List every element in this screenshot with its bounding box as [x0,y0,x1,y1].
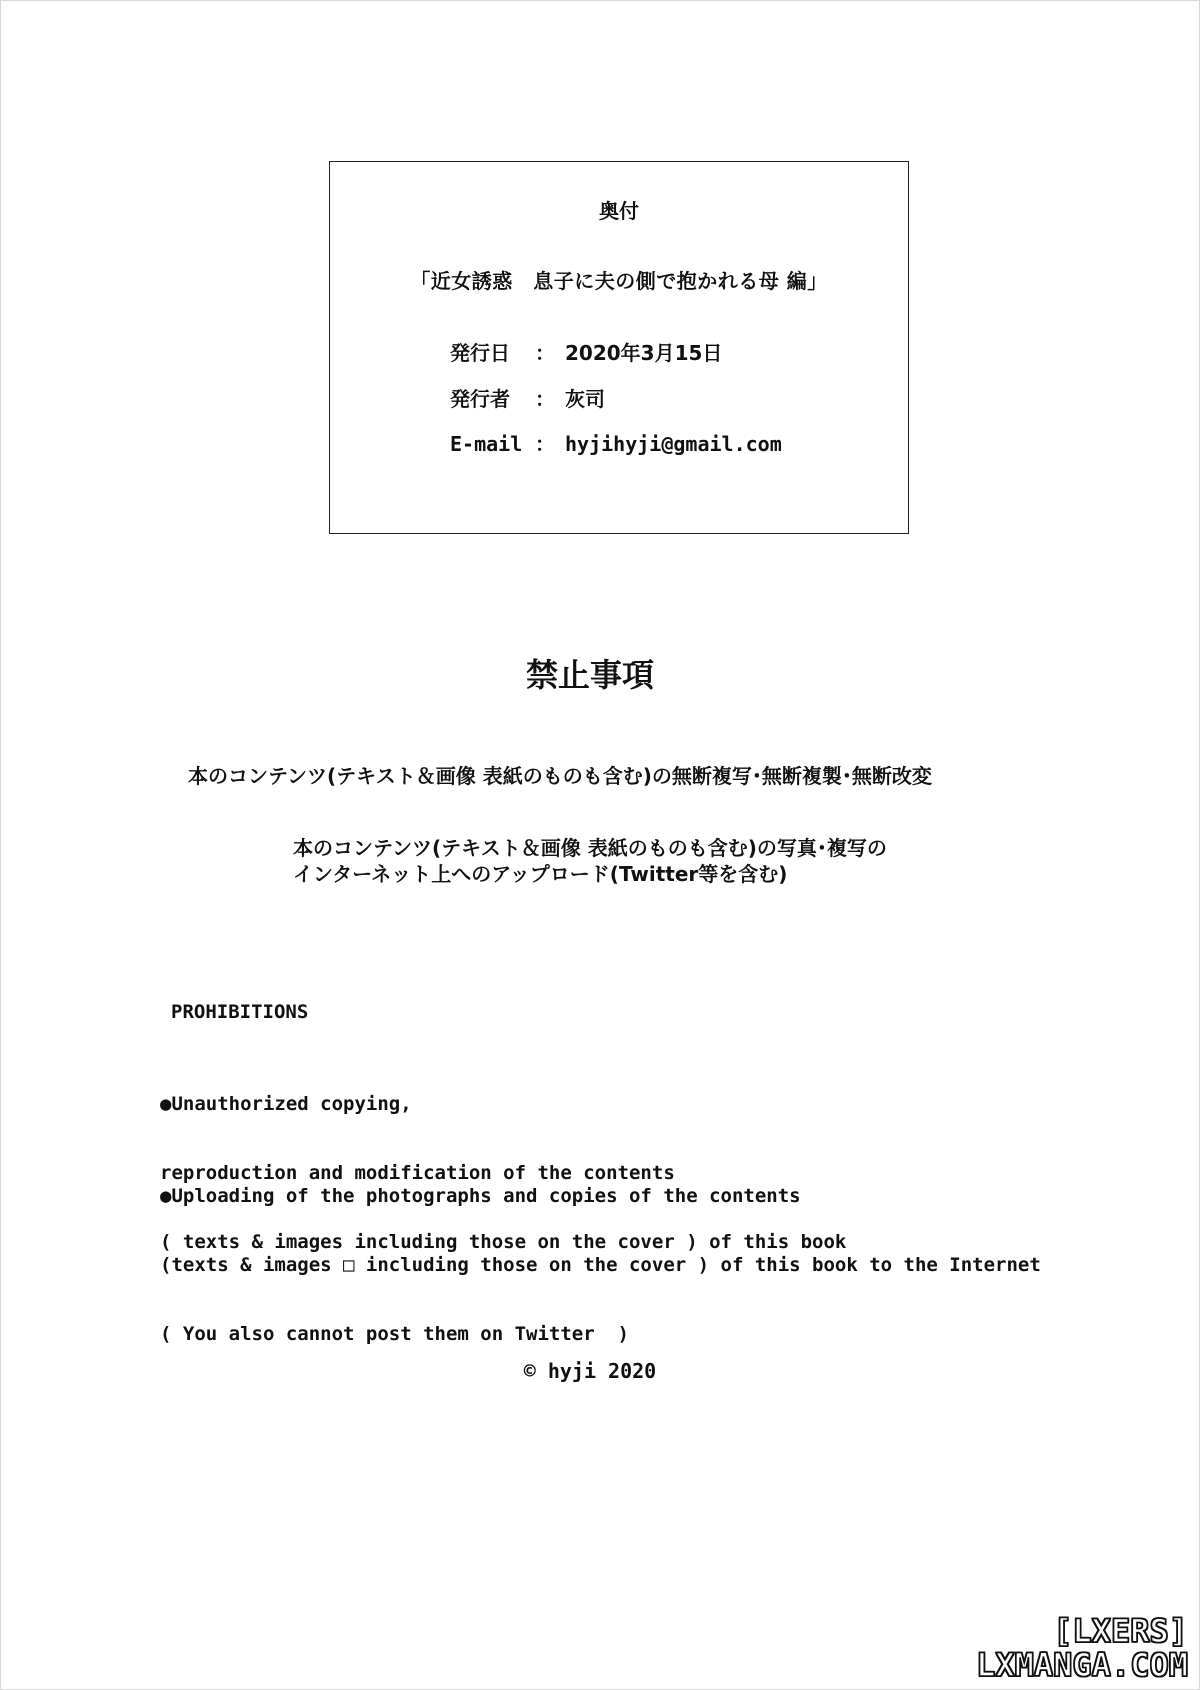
watermark-line1: [LXERS] [1053,1612,1188,1650]
site-watermark [976,1614,1188,1682]
colophon-box [329,161,909,534]
prohibition-rule-en-2-line: ( You also cannot post them on Twitter ) [160,1323,629,1345]
email-label: E-mail [450,432,523,456]
publisher-row [450,383,605,412]
colon: ： [535,341,555,365]
colophon-heading: 奥付 [599,199,639,223]
prohibitions-heading-en: PROHIBITIONS [171,1001,309,1023]
copyright-notice: © hyji 2020 [523,1359,657,1383]
publication-date-label: 発行日 [450,341,510,365]
prohibition-rule-en-2-line: (texts & images □ including those on the cover ) of this book to the Internet [160,1254,1041,1276]
colon: ： [535,387,555,411]
prohibitions-heading-jp: 禁止事項 [525,656,654,694]
prohibition-rule-jp-2-line1: 本のコンテンツ(テキスト＆画像 表紙のものも含む)の写真･複写の [293,836,887,860]
prohibition-rule-en-2-line: ●Uploading of the photographs and copies of the contents [160,1185,801,1207]
prohibition-rule-en-1-line: ●Unauthorized copying, [160,1093,412,1115]
colophon-title: 「近女誘惑 息子に夫の側で抱かれる母 編」 [410,269,828,293]
email-value: hyjihyji@gmail.com [565,432,782,456]
prohibition-rule-en-1-line: reproduction and modification of the contents [160,1162,675,1184]
prohibition-rule-jp-2-line2: インターネット上へのアップロード(Twitter等を含む) [293,862,788,886]
publication-date-row [450,337,722,366]
watermark-line2: LXMANGA.COM [976,1646,1188,1684]
prohibition-rule-jp-1: 本のコンテンツ(テキスト＆画像 表紙のものも含む)の無断複写･無断複製･無断改変 [188,764,932,788]
publisher-value: 灰司 [565,387,605,411]
prohibition-rule-en-1-line: ( texts & images including those on the cover ) of this book [160,1231,847,1253]
colon: ： [535,432,555,456]
email-row [450,428,782,457]
publisher-label: 発行者 [450,387,510,411]
publication-date-value: 2020年3月15日 [565,341,723,365]
prohibition-rule-en-2 [160,1139,1041,1369]
